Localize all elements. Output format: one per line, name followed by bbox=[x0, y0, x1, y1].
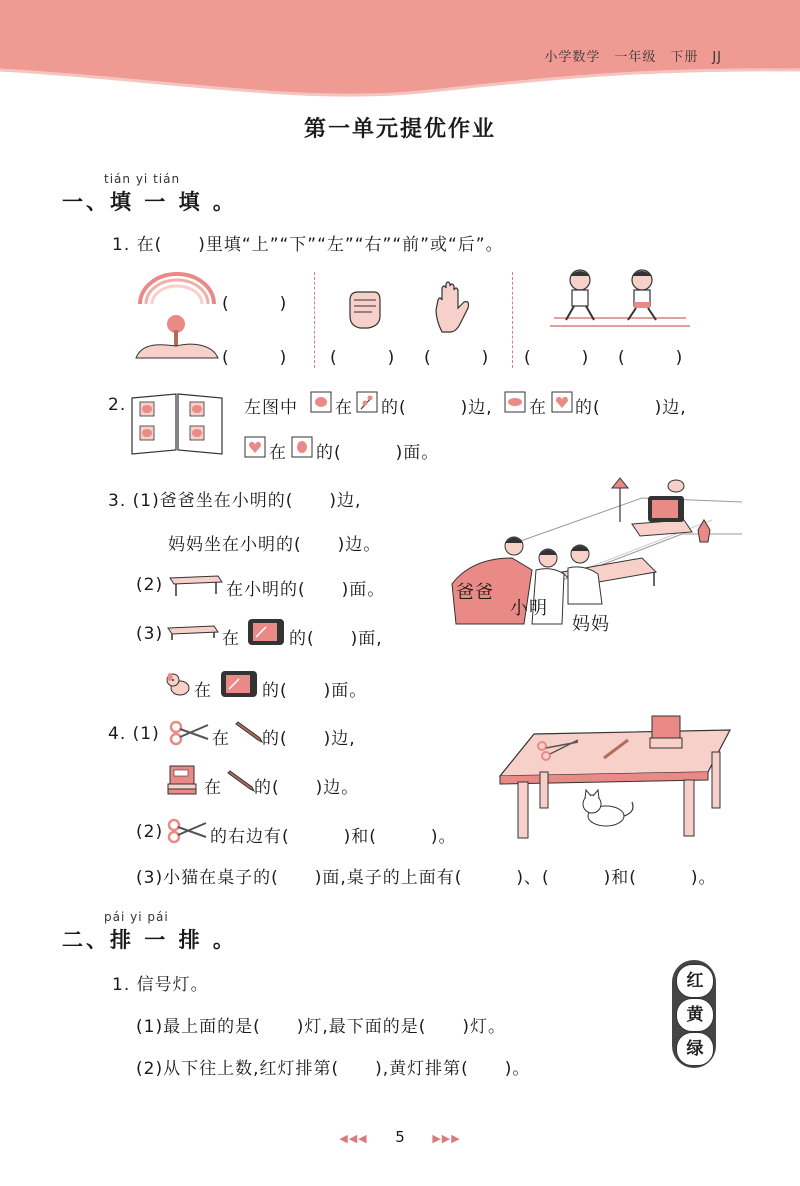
traffic-light-red: 红 bbox=[676, 964, 714, 998]
q1-text: 1. 在( )里填“上”“下”“左”“右”“前”或“后”。 bbox=[112, 235, 504, 255]
heart-leaf-icon bbox=[244, 436, 266, 458]
berry-branch-icon bbox=[356, 391, 378, 413]
q3-line1[interactable]: 3. (1)爸爸坐在小明的( )边, bbox=[108, 491, 362, 511]
page-title: 第一单元提优作业 bbox=[303, 117, 496, 142]
coffee-table-icon bbox=[166, 620, 220, 644]
q2-line2-b[interactable]: 的( )面。 bbox=[316, 443, 440, 463]
q3-part3-prefix: (3) bbox=[136, 624, 164, 644]
page-footer bbox=[0, 1128, 800, 1146]
q4-part2-prefix: (2) bbox=[136, 822, 164, 842]
q3-line4-b[interactable]: 的( )面, bbox=[289, 629, 383, 649]
runners-illustration bbox=[550, 266, 690, 332]
dog-icon bbox=[164, 670, 192, 698]
q4-line2-a: 在 bbox=[204, 778, 222, 798]
coffee-table-icon bbox=[166, 570, 224, 600]
tv-icon bbox=[219, 669, 259, 699]
q3-part2-prefix: (2) bbox=[136, 575, 164, 595]
rainbow-tree-illustration bbox=[132, 272, 222, 362]
traffic-light-yellow: 黄 bbox=[676, 998, 714, 1032]
q2-line1-a: 左图中 bbox=[244, 398, 298, 418]
label-mom: 妈妈 bbox=[572, 614, 610, 635]
q1-blank-4[interactable]: ( ) bbox=[424, 348, 489, 368]
q3-line4-a: 在 bbox=[222, 629, 240, 649]
q4-line1-b[interactable]: 的( )边, bbox=[262, 729, 356, 749]
q1-divider-1 bbox=[314, 272, 315, 368]
q4-line2-b[interactable]: 的( )边。 bbox=[254, 778, 360, 798]
q1-blank-5[interactable]: ( ) bbox=[524, 348, 589, 368]
q1-blank-1[interactable]: ( ) bbox=[222, 294, 287, 314]
page-number: 5 bbox=[395, 1128, 405, 1146]
q4-line1-prefix: 4. (1) bbox=[108, 724, 160, 744]
q2-line1-b: 在 bbox=[335, 398, 353, 418]
tv-icon bbox=[246, 617, 286, 647]
leaf-card-icon bbox=[310, 391, 332, 413]
section2-heading: 二、排 一 排 。 bbox=[62, 928, 237, 952]
pencil-icon bbox=[234, 720, 264, 744]
s2-q1-line2[interactable]: (1)最上面的是( )灯,最下面的是( )灯。 bbox=[136, 1017, 507, 1037]
leaf-card-icon bbox=[504, 391, 526, 413]
q4-line4[interactable]: (3)小猫在桌子的( )面,桌子的上面有( )、( )和( )。 bbox=[136, 868, 717, 888]
heart-leaf-icon bbox=[551, 391, 573, 413]
q2-number: 2. bbox=[108, 395, 127, 415]
q3-line5-b[interactable]: 的( )面。 bbox=[262, 681, 368, 701]
q1-blank-2[interactable]: ( ) bbox=[222, 348, 287, 368]
header-book-info: 小学数学 一年级 下册 JJ bbox=[544, 50, 722, 65]
traffic-light-green: 绿 bbox=[676, 1032, 714, 1066]
footer-right-arrows: ▶▶▶ bbox=[432, 1132, 461, 1145]
scissors-icon bbox=[166, 817, 208, 843]
q3-line3[interactable]: 在小明的( )面。 bbox=[226, 580, 386, 600]
q4-line1-a: 在 bbox=[212, 729, 230, 749]
living-room-illustration bbox=[452, 474, 752, 624]
scissors-icon bbox=[168, 719, 210, 745]
q3-line5-a: 在 bbox=[194, 681, 212, 701]
q2-line1-c[interactable]: 的( )边, bbox=[381, 398, 493, 418]
q3-line2[interactable]: 妈妈坐在小明的( )边。 bbox=[168, 535, 382, 555]
label-xiaoming: 小明 bbox=[510, 598, 548, 619]
leaf-card-icon bbox=[291, 436, 313, 458]
fist-icon bbox=[344, 286, 384, 332]
q1-divider-2 bbox=[512, 272, 513, 368]
label-dad: 爸爸 bbox=[456, 582, 494, 603]
footer-left-arrows: ◀◀◀ bbox=[339, 1132, 368, 1145]
book-stack-icon bbox=[166, 764, 200, 796]
section2-pinyin: pái yi pái bbox=[104, 910, 169, 924]
section1-pinyin: tián yi tián bbox=[104, 172, 181, 186]
open-hand-icon bbox=[432, 280, 474, 336]
q2-line1-d: 在 bbox=[529, 398, 547, 418]
s2-q1-line3[interactable]: (2)从下往上数,红灯排第( ),黄灯排第( )。 bbox=[136, 1059, 531, 1079]
s2-q1-line1: 1. 信号灯。 bbox=[112, 975, 209, 995]
section1-heading: 一、填 一 填 。 bbox=[62, 190, 237, 214]
q4-line3[interactable]: 的右边有( )和( )。 bbox=[210, 827, 457, 847]
q1-blank-6[interactable]: ( ) bbox=[618, 348, 683, 368]
q1-blank-3[interactable]: ( ) bbox=[330, 348, 395, 368]
q2-line2-a: 在 bbox=[269, 443, 287, 463]
leaf-book-illustration bbox=[130, 392, 224, 456]
q2-line1-e[interactable]: 的( )边, bbox=[575, 398, 687, 418]
table-cat-illustration bbox=[496, 712, 736, 842]
pencil-icon bbox=[226, 769, 256, 793]
